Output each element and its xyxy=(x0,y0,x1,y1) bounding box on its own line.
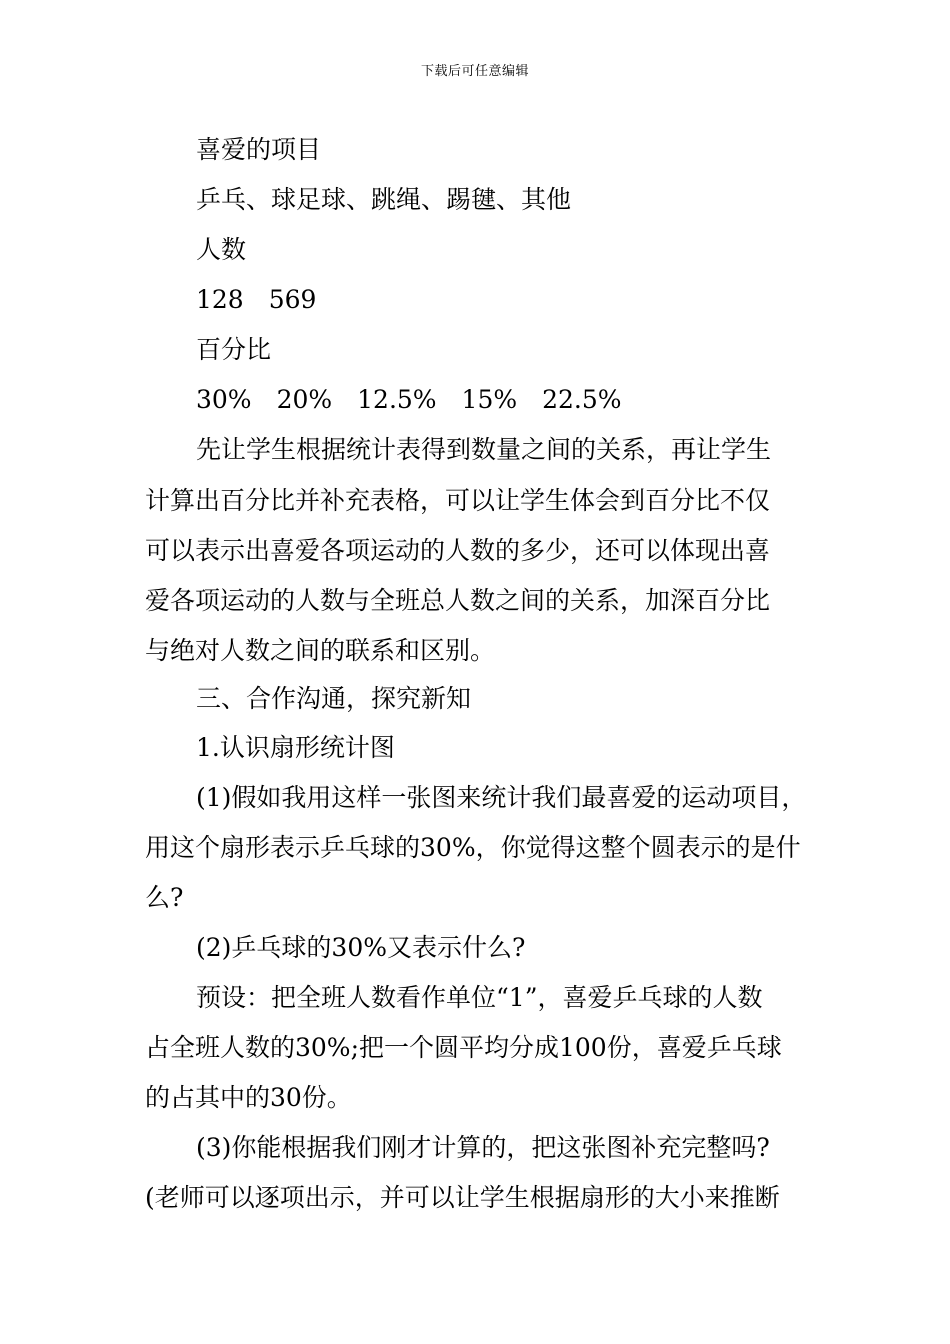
paragraph-line: 与绝对人数之间的联系和区别。 xyxy=(145,636,496,665)
note-line: (老师可以逐项出示，并可以让学生根据扇形的大小来推断 xyxy=(145,1183,780,1212)
question-line: (1)假如我用这样一张图来统计我们最喜爱的运动项目， xyxy=(196,783,807,812)
section-heading: 三、合作沟通，探究新知 xyxy=(196,684,472,713)
table-row-label-items: 喜爱的项目 xyxy=(196,135,322,164)
question-line: (2)乒乓球的30%又表示什么? xyxy=(196,933,526,962)
table-row-items: 乒乓、球足球、跳绳、踢毽、其他 xyxy=(196,185,572,214)
answer-line: 的占其中的30份。 xyxy=(145,1083,352,1112)
question-line: (3)你能根据我们刚才计算的，把这张图补充完整吗? xyxy=(196,1133,770,1162)
paragraph-line: 先让学生根据统计表得到数量之间的关系，再让学生 xyxy=(196,435,772,464)
table-row-label-count: 人数 xyxy=(196,235,247,264)
table-row-percent: 30% 20% 12.5% 15% 22.5% xyxy=(196,385,622,414)
table-row-count: 128 569 xyxy=(196,285,317,314)
table-row-label-percent: 百分比 xyxy=(196,335,272,364)
question-line: 用这个扇形表示乒乓球的30%，你觉得这整个圆表示的是什 xyxy=(145,833,801,862)
answer-line: 占全班人数的30%;把一个圆平均分成100份，喜爱乒乓球 xyxy=(145,1033,782,1062)
subsection-heading: 1.认识扇形统计图 xyxy=(196,733,395,762)
page-header: 下载后可任意编辑 xyxy=(420,64,529,79)
question-line: 么? xyxy=(145,883,184,912)
paragraph-line: 计算出百分比并补充表格，可以让学生体会到百分比不仅 xyxy=(145,486,771,515)
answer-line: 预设：把全班人数看作单位“1”，喜爱乒乓球的人数 xyxy=(196,983,763,1012)
paragraph-line: 爱各项运动的人数与全班总人数之间的关系，加深百分比 xyxy=(145,586,771,615)
paragraph-line: 可以表示出喜爱各项运动的人数的多少，还可以体现出喜 xyxy=(145,536,771,565)
